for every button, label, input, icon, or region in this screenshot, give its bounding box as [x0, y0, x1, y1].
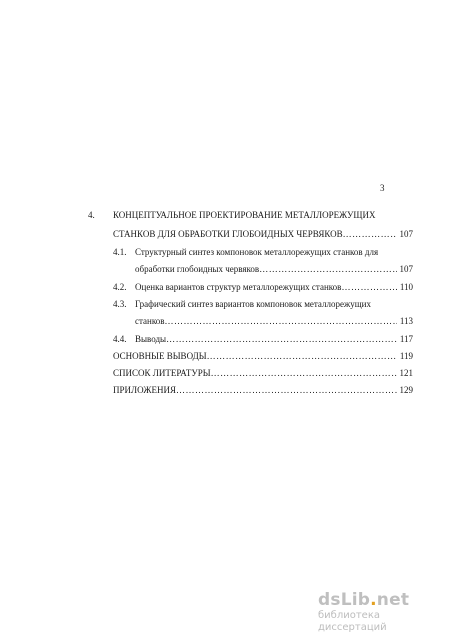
toc-section-4-3-title-line2: станков [135, 316, 165, 326]
toc-appendices[interactable] [113, 385, 413, 396]
toc-section-4-3-line1 [113, 299, 371, 310]
toc-section-4-3-number: 4.3. [113, 299, 127, 309]
toc-section-4-1-page: 107 [399, 264, 413, 274]
toc-section-4-2-number: 4.2. [113, 282, 127, 292]
page-number: 3 [380, 183, 385, 193]
toc-chapter-4-line1 [88, 210, 376, 221]
toc-references-page: 121 [399, 368, 413, 378]
toc-section-4-4[interactable] [113, 334, 413, 345]
toc-section-4-1-line2[interactable] [135, 264, 413, 275]
toc-leader-dots [207, 351, 397, 362]
toc-section-4-1-number: 4.1. [113, 247, 127, 257]
toc-chapter-4-number: 4. [88, 210, 95, 220]
toc-leader-dots [165, 316, 397, 327]
toc-section-4-1-title-line1: Структурный синтез компоновок металлорежущих станков для [135, 247, 379, 257]
toc-section-4-3-title-line1: Графический синтез вариантов компоновок металлорежущих [135, 299, 371, 309]
toc-chapter-4-line2[interactable] [113, 229, 413, 240]
toc-section-4-4-page: 117 [399, 334, 413, 344]
dslib-watermark[interactable] [318, 591, 444, 634]
toc-appendices-title: ПРИЛОЖЕНИЯ [113, 385, 176, 395]
toc-chapter-4-page: 107 [399, 229, 413, 239]
toc-section-4-2[interactable] [113, 282, 413, 293]
toc-section-4-4-title: Выводы [135, 334, 167, 344]
toc-section-4-1-title-line2: обработки глобоидных червяков [135, 264, 260, 274]
toc-chapter-4-title-line2: СТАНКОВ ДЛЯ ОБРАБОТКИ ГЛОБОИДНЫХ ЧЕРВЯКОВ [113, 229, 343, 239]
toc-section-4-4-number: 4.4. [113, 334, 127, 344]
toc-chapter-4-title-line1: КОНЦЕПТУАЛЬНОЕ ПРОЕКТИРОВАНИЕ МЕТАЛЛОРЕЖУЩИХ [113, 210, 376, 220]
toc-references-title: СПИСОК ЛИТЕРАТУРЫ [113, 368, 211, 378]
toc-leader-dots [259, 264, 396, 275]
toc-section-4-3-line2[interactable] [135, 316, 413, 327]
toc-leader-dots [211, 368, 397, 379]
toc-main-conclusions[interactable] [113, 351, 413, 362]
toc-section-4-2-page: 110 [399, 282, 413, 292]
toc-leader-dots [176, 385, 397, 396]
toc-main-conclusions-page: 119 [399, 351, 413, 361]
dslib-logo: dsLib.net [318, 590, 410, 610]
toc-section-4-2-title: Оценка вариантов структур металлорежущих станков [135, 282, 342, 292]
dslib-subtitle: библиотека диссертаций [318, 610, 387, 633]
toc-leader-dots [343, 229, 397, 240]
toc-leader-dots [341, 282, 396, 293]
toc-references[interactable] [113, 368, 413, 379]
toc-appendices-page: 129 [399, 385, 413, 395]
toc-leader-dots [166, 334, 397, 345]
toc-section-4-3-page: 113 [399, 316, 413, 326]
toc-main-conclusions-title: ОСНОВНЫЕ ВЫВОДЫ [113, 351, 207, 361]
toc-section-4-1-line1 [113, 247, 378, 258]
